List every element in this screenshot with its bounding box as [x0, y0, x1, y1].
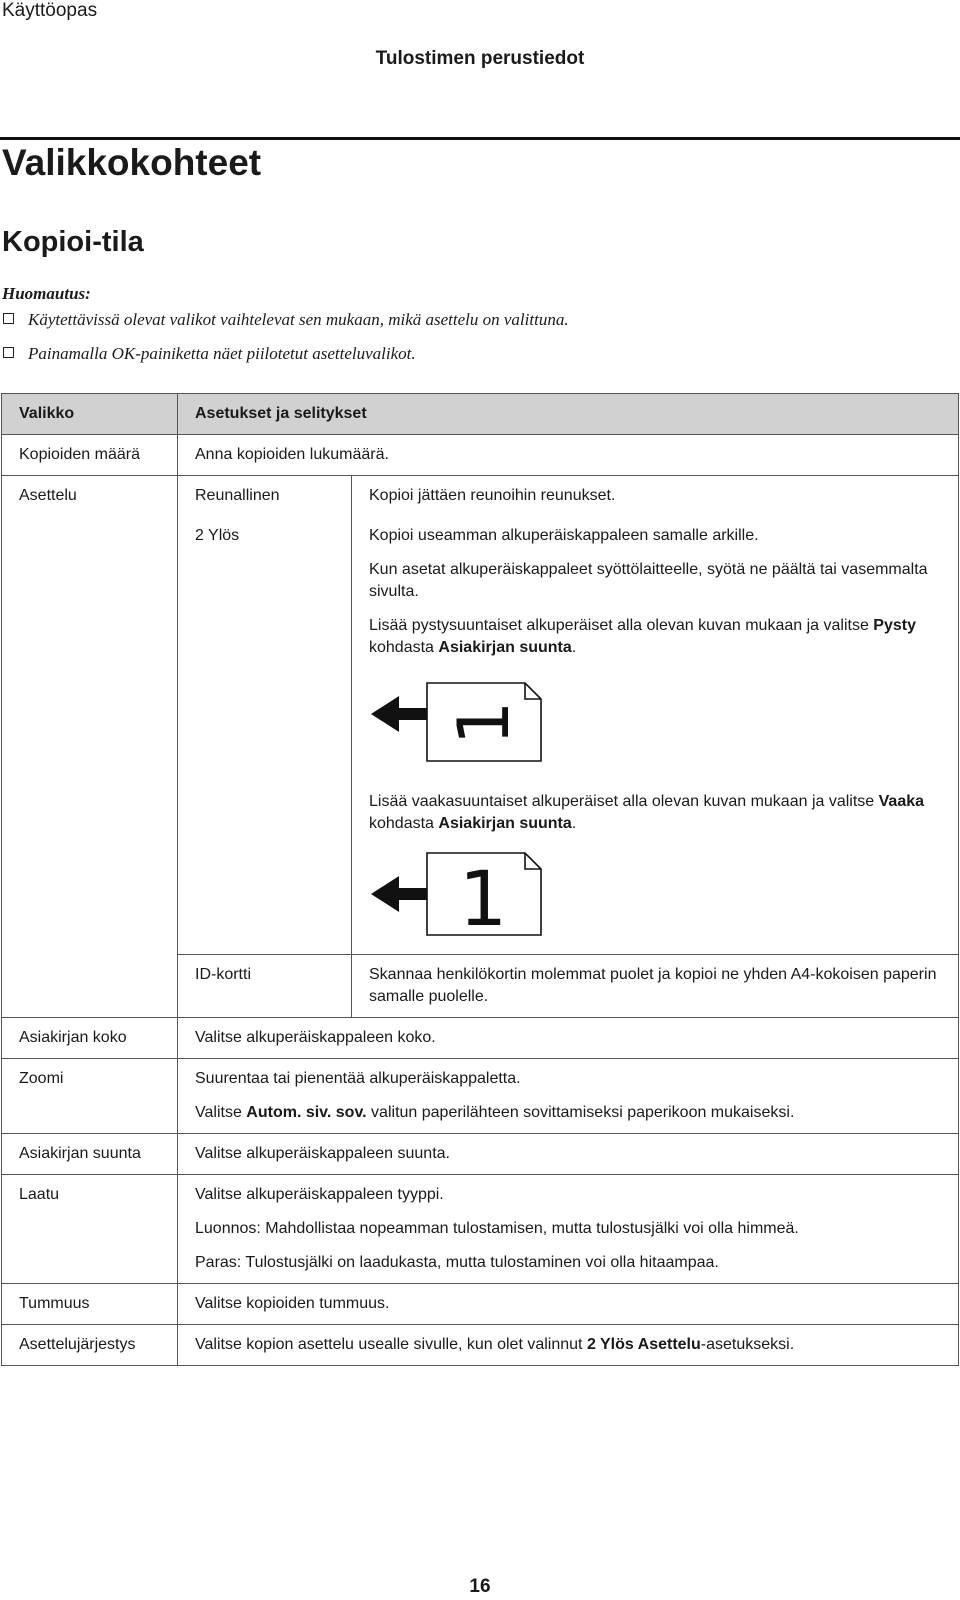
note-item-text: Käytettävissä olevat valikot vaihtelevat sen mukaan, mikä asettelu on valittuna. [28, 310, 569, 329]
section-title: Kopioi-tila [2, 226, 144, 258]
menu-cell: Asiakirjan suunta [2, 1134, 178, 1175]
desc-paragraph: Lisää vaakasuuntaiset alkuperäiset alla olevan kuvan mukaan ja valitse Vaaka kohdasta Asiakirjan suunta. [369, 793, 925, 832]
column-header-menu: Valikko [2, 394, 178, 435]
desc-paragraph: Suurentaa tai pienentää alkuperäiskappaletta. [195, 1070, 521, 1087]
landscape-feed-icon [369, 849, 950, 937]
table-row [2, 476, 959, 517]
desc-cell [178, 1175, 959, 1284]
portrait-feed-icon [369, 677, 950, 765]
menu-cell: Laatu [2, 1175, 178, 1284]
option-cell: Reunallinen [178, 476, 352, 517]
menu-cell: Asettelujärjestys [2, 1325, 178, 1366]
table-row [2, 1175, 959, 1284]
desc-cell: Skannaa henkilökortin molemmat puolet ja kopioi ne yhden A4-kokoisen paperin samalle puolelle. [352, 955, 959, 1018]
option-cell: 2 Ylös [178, 516, 352, 955]
menu-table [1, 393, 959, 1366]
desc-cell: Valitse alkuperäiskappaleen koko. [178, 1018, 959, 1059]
menu-cell: Tummuus [2, 1284, 178, 1325]
menu-cell: Asiakirjan koko [2, 1018, 178, 1059]
desc-cell [352, 516, 959, 955]
menu-cell: Zoomi [2, 1059, 178, 1134]
note-title: Huomautus: [2, 284, 91, 303]
note-item [2, 343, 952, 365]
page-title: Valikkokohteet [2, 142, 262, 183]
table-header-row [2, 394, 959, 435]
svg-text:1: 1 [458, 854, 508, 937]
table-row [2, 1284, 959, 1325]
table-row [2, 435, 959, 476]
desc-paragraph: Kun asetat alkuperäiskappaleet syöttölaitteelle, syötä ne päältä tai vasemmalta sivulta. [369, 561, 928, 600]
desc-paragraph: Paras: Tulostusjälki on laadukasta, mutta tulostaminen voi olla hitaampaa. [195, 1254, 719, 1271]
note-item-text: Painamalla OK-painiketta näet piilotetut asetteluvalikot. [28, 344, 416, 363]
menu-cell: Kopioiden määrä [2, 435, 178, 476]
desc-cell: Valitse kopioiden tummuus. [178, 1284, 959, 1325]
column-header-settings: Asetukset ja selitykset [178, 394, 959, 435]
document-title: Käyttöopas [2, 0, 98, 21]
checkbox-bullet-icon [3, 313, 14, 324]
desc-paragraph: Kopioi useamman alkuperäiskappaleen samalle arkille. [369, 527, 759, 544]
desc-paragraph: Luonnos: Mahdollistaa nopeamman tulostamisen, mutta tulostusjälki voi olla himmeä. [195, 1220, 799, 1237]
header-rule [0, 137, 960, 140]
desc-cell: Kopioi jättäen reunoihin reunukset. [352, 476, 959, 517]
menu-cell: Asettelu [2, 476, 178, 1018]
section-header: Tulostimen perustiedot [375, 48, 585, 69]
checkbox-bullet-icon [3, 347, 14, 358]
table-row [2, 1325, 959, 1366]
desc-cell: Valitse kopion asettelu usealle sivulle, kun olet valinnut 2 Ylös Asettelu-asetukseksi. [178, 1325, 959, 1366]
svg-text:1: 1 [443, 700, 526, 746]
page-number: 16 [469, 1576, 491, 1597]
desc-cell [178, 1059, 959, 1134]
note-block [2, 283, 952, 365]
option-cell: ID-kortti [178, 955, 352, 1018]
table-row [2, 1134, 959, 1175]
desc-paragraph: Valitse alkuperäiskappaleen tyyppi. [195, 1186, 444, 1203]
desc-paragraph: Valitse Autom. siv. sov. valitun paperilähteen sovittamiseksi paperikoon mukaiseksi. [195, 1104, 795, 1121]
note-item [2, 309, 952, 331]
desc-cell: Valitse alkuperäiskappaleen suunta. [178, 1134, 959, 1175]
table-row [2, 1059, 959, 1134]
table-row [2, 1018, 959, 1059]
desc-paragraph: Lisää pystysuuntaiset alkuperäiset alla olevan kuvan mukaan ja valitse Pysty kohdasta Asiakirjan suunta. [369, 617, 916, 656]
desc-cell: Anna kopioiden lukumäärä. [178, 435, 959, 476]
